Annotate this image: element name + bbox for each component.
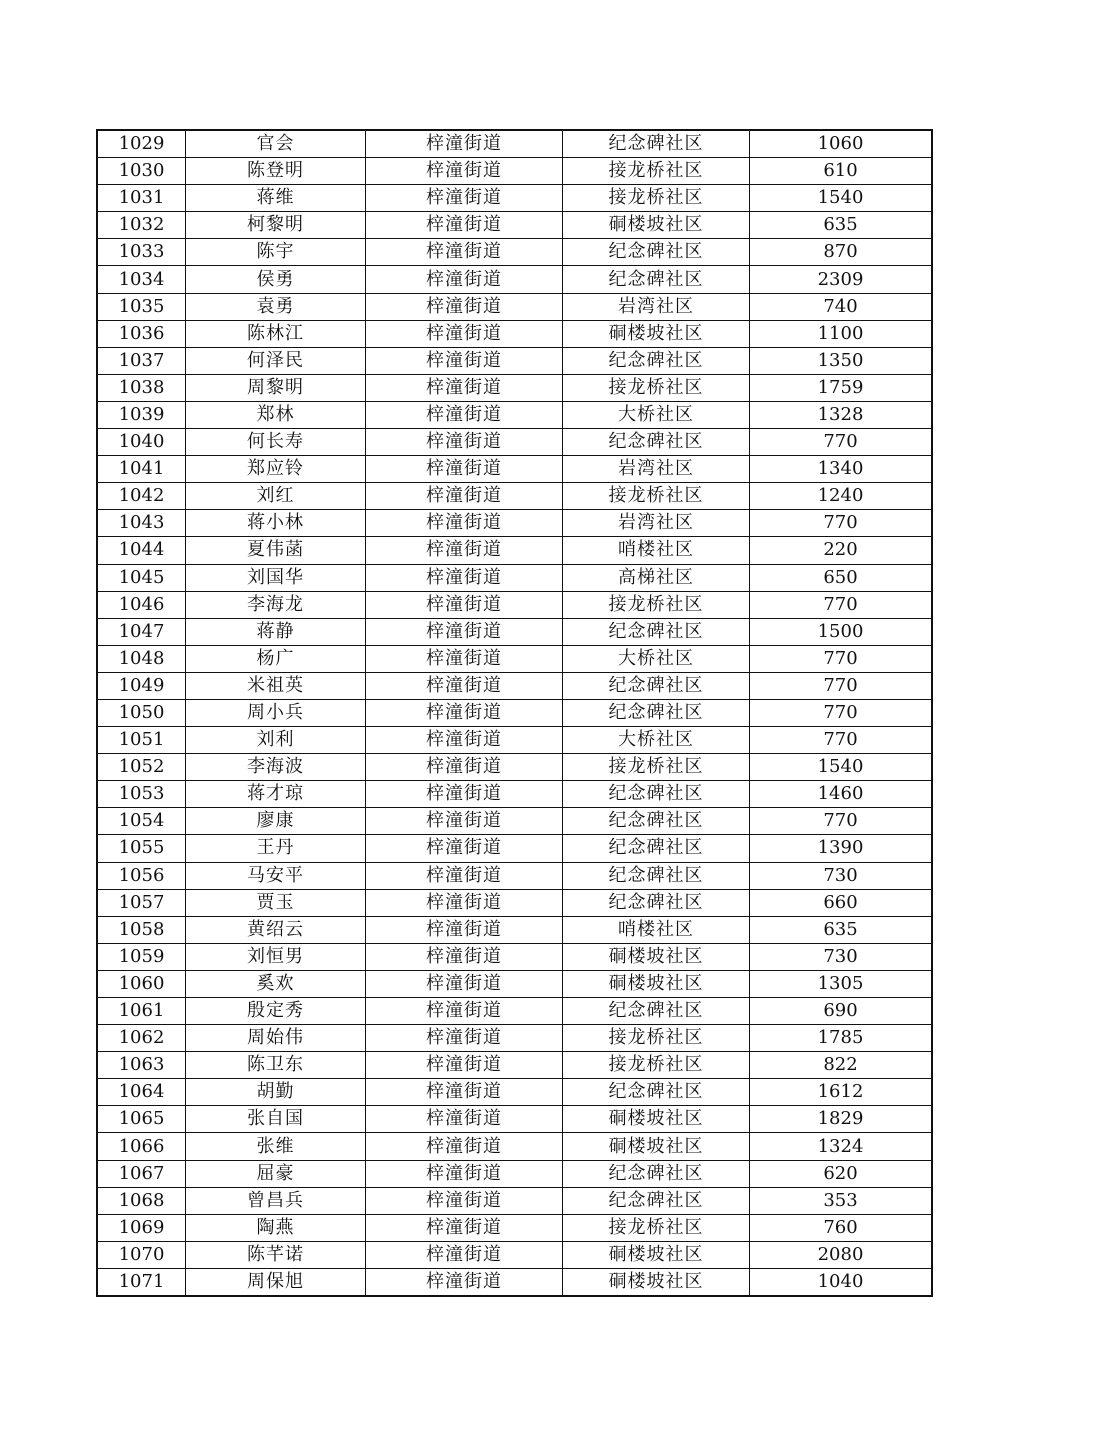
cell-serial-number: 1057 — [97, 889, 186, 916]
cell-street: 梓潼街道 — [366, 835, 563, 862]
cell-serial-number: 1068 — [97, 1187, 186, 1214]
cell-amount: 635 — [750, 916, 933, 943]
table-row — [97, 1241, 932, 1268]
cell-name: 殷定秀 — [186, 998, 366, 1025]
table-row — [97, 374, 932, 401]
cell-serial-number: 1048 — [97, 645, 186, 672]
cell-street: 梓潼街道 — [366, 429, 563, 456]
cell-amount: 1240 — [750, 483, 933, 510]
cell-name: 贾玉 — [186, 889, 366, 916]
cell-community: 纪念碑社区 — [563, 808, 750, 835]
cell-street: 梓潼街道 — [366, 781, 563, 808]
cell-amount: 1305 — [750, 970, 933, 997]
cell-serial-number: 1058 — [97, 916, 186, 943]
cell-amount: 1500 — [750, 618, 933, 645]
cell-name: 王丹 — [186, 835, 366, 862]
cell-community: 纪念碑社区 — [563, 699, 750, 726]
cell-street: 梓潼街道 — [366, 130, 563, 158]
cell-amount: 1324 — [750, 1133, 933, 1160]
cell-street: 梓潼街道 — [366, 618, 563, 645]
cell-serial-number: 1046 — [97, 591, 186, 618]
cell-serial-number: 1033 — [97, 239, 186, 266]
cell-amount: 770 — [750, 699, 933, 726]
cell-community: 纪念碑社区 — [563, 998, 750, 1025]
cell-street: 梓潼街道 — [366, 727, 563, 754]
table-body — [97, 130, 932, 1296]
cell-street: 梓潼街道 — [366, 1241, 563, 1268]
cell-community: 接龙桥社区 — [563, 185, 750, 212]
cell-street: 梓潼街道 — [366, 1025, 563, 1052]
cell-name: 蒋静 — [186, 618, 366, 645]
cell-serial-number: 1061 — [97, 998, 186, 1025]
cell-street: 梓潼街道 — [366, 970, 563, 997]
cell-amount: 1390 — [750, 835, 933, 862]
cell-amount: 220 — [750, 537, 933, 564]
table-row — [97, 266, 932, 293]
cell-amount: 1759 — [750, 374, 933, 401]
table-row — [97, 645, 932, 672]
table-row — [97, 754, 932, 781]
table-row — [97, 212, 932, 239]
cell-community: 大桥社区 — [563, 727, 750, 754]
cell-name: 陈登明 — [186, 158, 366, 185]
cell-serial-number: 1036 — [97, 320, 186, 347]
cell-amount: 770 — [750, 672, 933, 699]
table-row — [97, 998, 932, 1025]
cell-street: 梓潼街道 — [366, 320, 563, 347]
cell-community: 纪念碑社区 — [563, 889, 750, 916]
cell-serial-number: 1041 — [97, 456, 186, 483]
cell-name: 张自国 — [186, 1106, 366, 1133]
cell-serial-number: 1071 — [97, 1268, 186, 1296]
cell-serial-number: 1032 — [97, 212, 186, 239]
cell-community: 纪念碑社区 — [563, 862, 750, 889]
cell-serial-number: 1055 — [97, 835, 186, 862]
cell-street: 梓潼街道 — [366, 1268, 563, 1296]
cell-street: 梓潼街道 — [366, 1160, 563, 1187]
cell-serial-number: 1056 — [97, 862, 186, 889]
cell-serial-number: 1031 — [97, 185, 186, 212]
cell-community: 纪念碑社区 — [563, 618, 750, 645]
table-row — [97, 781, 932, 808]
cell-community: 纪念碑社区 — [563, 429, 750, 456]
cell-serial-number: 1043 — [97, 510, 186, 537]
cell-name: 马安平 — [186, 862, 366, 889]
cell-serial-number: 1065 — [97, 1106, 186, 1133]
table-row — [97, 320, 932, 347]
cell-community: 岩湾社区 — [563, 456, 750, 483]
cell-amount: 1060 — [750, 130, 933, 158]
cell-serial-number: 1030 — [97, 158, 186, 185]
table-row — [97, 185, 932, 212]
table-row — [97, 158, 932, 185]
cell-community: 纪念碑社区 — [563, 239, 750, 266]
cell-serial-number: 1040 — [97, 429, 186, 456]
cell-serial-number: 1066 — [97, 1133, 186, 1160]
cell-amount: 650 — [750, 564, 933, 591]
cell-serial-number: 1047 — [97, 618, 186, 645]
cell-name: 何长寿 — [186, 429, 366, 456]
cell-name: 夏伟菡 — [186, 537, 366, 564]
cell-amount: 2309 — [750, 266, 933, 293]
cell-community: 接龙桥社区 — [563, 1025, 750, 1052]
cell-street: 梓潼街道 — [366, 401, 563, 428]
cell-name: 周黎明 — [186, 374, 366, 401]
cell-serial-number: 1049 — [97, 672, 186, 699]
cell-community: 硐楼坡社区 — [563, 212, 750, 239]
table-row — [97, 1160, 932, 1187]
roster-table — [96, 129, 933, 1297]
cell-name: 蒋才琼 — [186, 781, 366, 808]
cell-amount: 770 — [750, 808, 933, 835]
cell-amount: 870 — [750, 239, 933, 266]
cell-community: 大桥社区 — [563, 645, 750, 672]
cell-street: 梓潼街道 — [366, 672, 563, 699]
table-row — [97, 537, 932, 564]
table-row — [97, 1025, 932, 1052]
cell-amount: 660 — [750, 889, 933, 916]
cell-name: 蒋维 — [186, 185, 366, 212]
cell-community: 硐楼坡社区 — [563, 1133, 750, 1160]
cell-name: 米祖英 — [186, 672, 366, 699]
cell-name: 李海龙 — [186, 591, 366, 618]
cell-community: 接龙桥社区 — [563, 591, 750, 618]
cell-community: 纪念碑社区 — [563, 130, 750, 158]
cell-serial-number: 1064 — [97, 1079, 186, 1106]
cell-name: 陈芊诺 — [186, 1241, 366, 1268]
cell-amount: 1460 — [750, 781, 933, 808]
cell-community: 接龙桥社区 — [563, 483, 750, 510]
cell-street: 梓潼街道 — [366, 862, 563, 889]
table-row — [97, 970, 932, 997]
table-row — [97, 1133, 932, 1160]
cell-serial-number: 1060 — [97, 970, 186, 997]
table-row — [97, 591, 932, 618]
table-row — [97, 401, 932, 428]
table-row — [97, 130, 932, 158]
cell-amount: 770 — [750, 429, 933, 456]
cell-amount: 2080 — [750, 1241, 933, 1268]
cell-name: 刘利 — [186, 727, 366, 754]
table-row — [97, 510, 932, 537]
cell-amount: 1540 — [750, 185, 933, 212]
table-row — [97, 672, 932, 699]
cell-street: 梓潼街道 — [366, 916, 563, 943]
cell-serial-number: 1059 — [97, 943, 186, 970]
cell-street: 梓潼街道 — [366, 1052, 563, 1079]
cell-name: 郑应铃 — [186, 456, 366, 483]
cell-community: 纪念碑社区 — [563, 266, 750, 293]
cell-amount: 1829 — [750, 1106, 933, 1133]
cell-name: 张维 — [186, 1133, 366, 1160]
cell-street: 梓潼街道 — [366, 591, 563, 618]
cell-street: 梓潼街道 — [366, 239, 563, 266]
cell-name: 奚欢 — [186, 970, 366, 997]
cell-name: 柯黎明 — [186, 212, 366, 239]
table-row — [97, 808, 932, 835]
cell-street: 梓潼街道 — [366, 510, 563, 537]
cell-name: 杨广 — [186, 645, 366, 672]
cell-amount: 1100 — [750, 320, 933, 347]
table-row — [97, 916, 932, 943]
table-row — [97, 1052, 932, 1079]
cell-amount: 730 — [750, 943, 933, 970]
cell-serial-number: 1067 — [97, 1160, 186, 1187]
cell-community: 接龙桥社区 — [563, 158, 750, 185]
cell-street: 梓潼街道 — [366, 1214, 563, 1241]
cell-amount: 620 — [750, 1160, 933, 1187]
cell-street: 梓潼街道 — [366, 456, 563, 483]
table-row — [97, 564, 932, 591]
cell-street: 梓潼街道 — [366, 374, 563, 401]
cell-community: 纪念碑社区 — [563, 1160, 750, 1187]
table-row — [97, 889, 932, 916]
cell-name: 曾昌兵 — [186, 1187, 366, 1214]
cell-serial-number: 1053 — [97, 781, 186, 808]
cell-street: 梓潼街道 — [366, 943, 563, 970]
cell-community: 接龙桥社区 — [563, 1214, 750, 1241]
table-row — [97, 483, 932, 510]
cell-street: 梓潼街道 — [366, 645, 563, 672]
table-row — [97, 239, 932, 266]
cell-name: 廖康 — [186, 808, 366, 835]
table-row — [97, 429, 932, 456]
cell-community: 大桥社区 — [563, 401, 750, 428]
cell-name: 刘红 — [186, 483, 366, 510]
table-row — [97, 1106, 932, 1133]
cell-amount: 635 — [750, 212, 933, 239]
cell-street: 梓潼街道 — [366, 1133, 563, 1160]
cell-name: 陈林江 — [186, 320, 366, 347]
cell-street: 梓潼街道 — [366, 998, 563, 1025]
cell-amount: 1612 — [750, 1079, 933, 1106]
cell-community: 纪念碑社区 — [563, 781, 750, 808]
cell-community: 纪念碑社区 — [563, 835, 750, 862]
cell-community: 硐楼坡社区 — [563, 970, 750, 997]
cell-street: 梓潼街道 — [366, 889, 563, 916]
cell-name: 郑林 — [186, 401, 366, 428]
table-row — [97, 727, 932, 754]
cell-serial-number: 1029 — [97, 130, 186, 158]
cell-amount: 822 — [750, 1052, 933, 1079]
table-row — [97, 1079, 932, 1106]
cell-amount: 770 — [750, 727, 933, 754]
table-row — [97, 943, 932, 970]
cell-name: 周保旭 — [186, 1268, 366, 1296]
cell-name: 官会 — [186, 130, 366, 158]
cell-serial-number: 1044 — [97, 537, 186, 564]
cell-street: 梓潼街道 — [366, 1187, 563, 1214]
cell-street: 梓潼街道 — [366, 483, 563, 510]
cell-amount: 1340 — [750, 456, 933, 483]
table-row — [97, 1187, 932, 1214]
cell-name: 李海波 — [186, 754, 366, 781]
cell-name: 周小兵 — [186, 699, 366, 726]
cell-amount: 1350 — [750, 347, 933, 374]
cell-community: 纪念碑社区 — [563, 1187, 750, 1214]
cell-amount: 760 — [750, 1214, 933, 1241]
cell-community: 硐楼坡社区 — [563, 1268, 750, 1296]
cell-street: 梓潼街道 — [366, 808, 563, 835]
cell-amount: 730 — [750, 862, 933, 889]
cell-street: 梓潼街道 — [366, 754, 563, 781]
cell-community: 纪念碑社区 — [563, 1079, 750, 1106]
cell-amount: 353 — [750, 1187, 933, 1214]
cell-amount: 690 — [750, 998, 933, 1025]
cell-community: 岩湾社区 — [563, 293, 750, 320]
table-row — [97, 835, 932, 862]
cell-amount: 1328 — [750, 401, 933, 428]
table-row — [97, 456, 932, 483]
cell-community: 高梯社区 — [563, 564, 750, 591]
cell-serial-number: 1069 — [97, 1214, 186, 1241]
cell-name: 袁勇 — [186, 293, 366, 320]
cell-serial-number: 1062 — [97, 1025, 186, 1052]
cell-name: 陈卫东 — [186, 1052, 366, 1079]
cell-serial-number: 1038 — [97, 374, 186, 401]
cell-serial-number: 1052 — [97, 754, 186, 781]
cell-community: 接龙桥社区 — [563, 374, 750, 401]
cell-name: 陈宇 — [186, 239, 366, 266]
cell-serial-number: 1070 — [97, 1241, 186, 1268]
cell-serial-number: 1063 — [97, 1052, 186, 1079]
cell-street: 梓潼街道 — [366, 564, 563, 591]
cell-street: 梓潼街道 — [366, 1079, 563, 1106]
cell-serial-number: 1037 — [97, 347, 186, 374]
cell-serial-number: 1035 — [97, 293, 186, 320]
cell-street: 梓潼街道 — [366, 1106, 563, 1133]
cell-community: 纪念碑社区 — [563, 672, 750, 699]
table-row — [97, 1214, 932, 1241]
cell-serial-number: 1039 — [97, 401, 186, 428]
table-row — [97, 1268, 932, 1296]
cell-community: 硐楼坡社区 — [563, 1241, 750, 1268]
cell-street: 梓潼街道 — [366, 185, 563, 212]
cell-street: 梓潼街道 — [366, 537, 563, 564]
cell-amount: 610 — [750, 158, 933, 185]
cell-amount: 1785 — [750, 1025, 933, 1052]
cell-name: 屈豪 — [186, 1160, 366, 1187]
cell-street: 梓潼街道 — [366, 293, 563, 320]
cell-name: 刘国华 — [186, 564, 366, 591]
cell-name: 侯勇 — [186, 266, 366, 293]
cell-community: 硐楼坡社区 — [563, 1106, 750, 1133]
cell-community: 接龙桥社区 — [563, 754, 750, 781]
cell-street: 梓潼街道 — [366, 212, 563, 239]
table-row — [97, 699, 932, 726]
cell-name: 胡勤 — [186, 1079, 366, 1106]
cell-amount: 770 — [750, 591, 933, 618]
cell-street: 梓潼街道 — [366, 266, 563, 293]
cell-community: 硐楼坡社区 — [563, 943, 750, 970]
cell-community: 硐楼坡社区 — [563, 320, 750, 347]
cell-serial-number: 1051 — [97, 727, 186, 754]
cell-amount: 1040 — [750, 1268, 933, 1296]
cell-amount: 770 — [750, 645, 933, 672]
cell-street: 梓潼街道 — [366, 699, 563, 726]
table-row — [97, 862, 932, 889]
cell-community: 接龙桥社区 — [563, 1052, 750, 1079]
cell-amount: 740 — [750, 293, 933, 320]
cell-name: 黄绍云 — [186, 916, 366, 943]
cell-name: 何泽民 — [186, 347, 366, 374]
cell-street: 梓潼街道 — [366, 347, 563, 374]
cell-community: 纪念碑社区 — [563, 347, 750, 374]
cell-community: 哨楼社区 — [563, 537, 750, 564]
cell-name: 刘恒男 — [186, 943, 366, 970]
cell-serial-number: 1034 — [97, 266, 186, 293]
table-row — [97, 618, 932, 645]
cell-serial-number: 1045 — [97, 564, 186, 591]
cell-community: 岩湾社区 — [563, 510, 750, 537]
cell-serial-number: 1042 — [97, 483, 186, 510]
cell-name: 陶燕 — [186, 1214, 366, 1241]
cell-serial-number: 1050 — [97, 699, 186, 726]
cell-amount: 1540 — [750, 754, 933, 781]
cell-community: 哨楼社区 — [563, 916, 750, 943]
cell-amount: 770 — [750, 510, 933, 537]
cell-serial-number: 1054 — [97, 808, 186, 835]
cell-name: 周始伟 — [186, 1025, 366, 1052]
table-row — [97, 347, 932, 374]
cell-name: 蒋小林 — [186, 510, 366, 537]
cell-street: 梓潼街道 — [366, 158, 563, 185]
table-row — [97, 293, 932, 320]
